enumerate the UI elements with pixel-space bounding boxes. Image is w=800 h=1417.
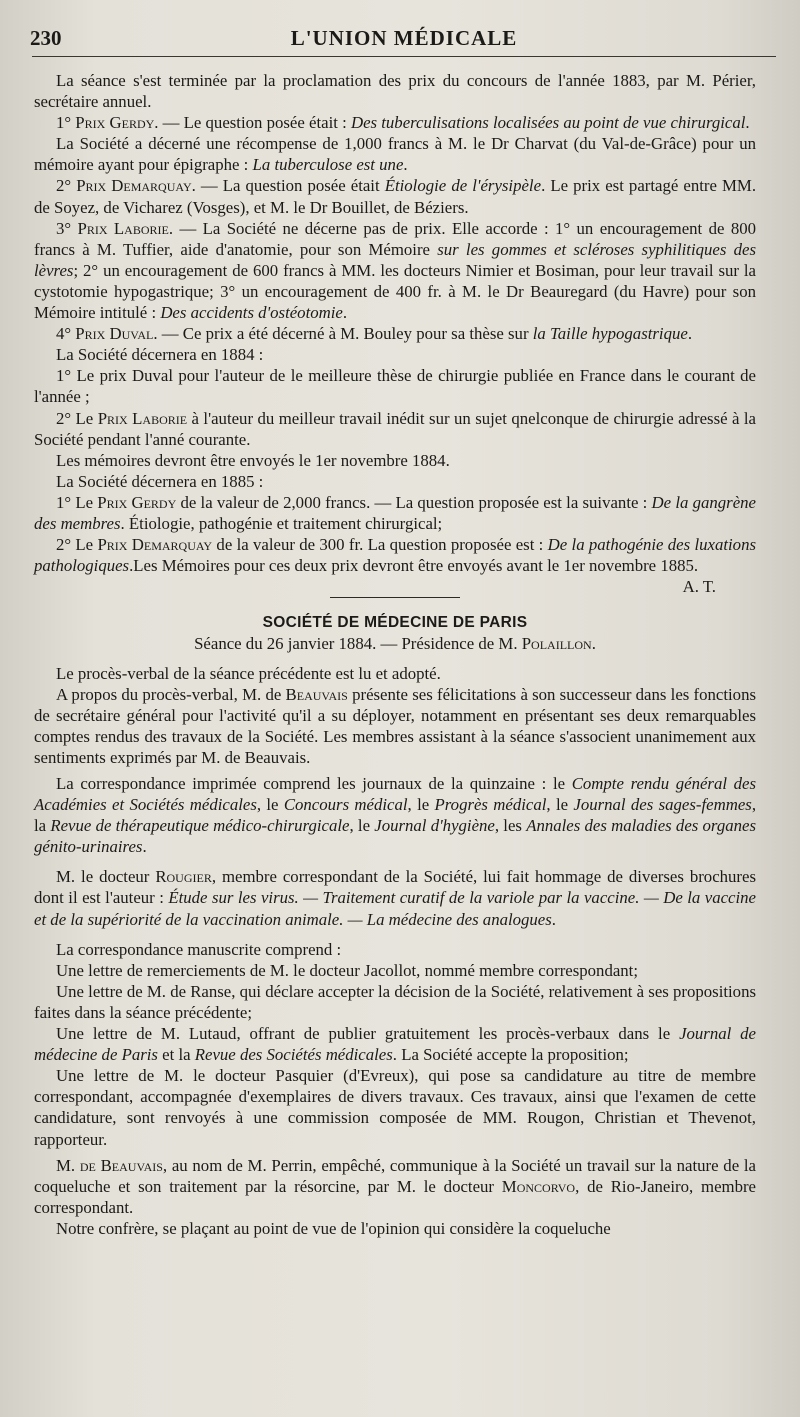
text: . — [551, 909, 556, 929]
prize-name: Prix Gerdy — [97, 492, 177, 512]
text: , au nom de M. Perrin, empêché, communique à la Société un travail sur la nature de la coqueluche et son traitement par la résorcine, par M. le docteur — [34, 1155, 756, 1196]
text: . — Ce prix a été décerné à M. Bouley pour sa thèse sur — [153, 324, 533, 344]
person-name: Rougier — [155, 867, 212, 887]
text: présente ses félicitations à son successeur dans les fonctions de secrétaire général pour l'activité qu'il a su déployer, notamment en présentant ses deux remarquables comptes rendus des travaux de la Société. Les membres assistant à la séance s'associent unanimement aux sentiments exprimés par M. de Beauvais. — [34, 684, 756, 767]
closing-paragraph — [34, 70, 756, 112]
person-name: de Beauvais — [79, 1155, 163, 1175]
prize-name: Prix Gerdy — [75, 113, 155, 133]
text: à l'auteur du meilleur travail inédit sur un sujet qnelconque de chirurgie adressé à la Société pendant l'anné courante. — [34, 408, 756, 449]
text: M. le docteur — [56, 867, 156, 887]
text: .Les Mémoires pour ces deux prix devront être envoyés avant le 1er novembre 1885. — [129, 556, 699, 576]
prize-name: Prix Demarquay — [76, 176, 192, 196]
text: 2° Le — [56, 535, 98, 555]
journal-name: Journal d'hygiène — [374, 816, 495, 836]
text: . — [591, 634, 596, 654]
text: Une lettre de M. de Ranse, qui déclare accepter la décision de la Société, relativement à ses propositions faites dans la séance précédente; — [34, 981, 756, 1022]
epigraph: La tuberculose est une — [252, 155, 404, 175]
thesis-title: la Taille hypogastrique — [532, 324, 688, 344]
question-title: Des tuberculisations localisées au point de vue chirurgical — [350, 113, 746, 133]
text: . — [403, 155, 408, 175]
beauvais-congratulations — [34, 684, 756, 768]
prizes-1884-duval — [34, 365, 756, 407]
journal-name: Concours médical — [283, 795, 408, 815]
letter-jacollot — [34, 960, 756, 981]
prize-name: Prix Laborie — [77, 218, 169, 238]
prizes-1885-gerdy — [34, 492, 756, 534]
spacer — [34, 857, 756, 866]
president-name: Polaillon — [521, 634, 592, 654]
rougier-brochures — [34, 866, 756, 929]
person-name: Moncorvo — [501, 1176, 576, 1196]
manuscript-correspondence — [34, 939, 756, 960]
text: et la — [157, 1045, 195, 1065]
author-signature: A. T. — [682, 577, 716, 597]
text: . — [342, 303, 348, 323]
text: . — La Société ne décerne pas de prix. Elle accorde : 1° un encouragement de 800 francs à M. Tuffier, aide d'anatomie, pour son Mémoire — [34, 218, 757, 259]
text: M. — [56, 1155, 80, 1175]
text: . — [687, 324, 693, 344]
prizes-1885-demarquay — [34, 534, 756, 597]
letter-ranse — [34, 981, 756, 1023]
journal-name: Compte rendu général des Académies et Sociétés médicales — [34, 774, 757, 815]
letter-lutaud — [34, 1023, 756, 1065]
journal-name: Revue des Sociétés médicales — [194, 1045, 393, 1065]
text: 4° — [56, 324, 76, 344]
prize-duval — [34, 323, 756, 344]
section-separator — [330, 597, 460, 598]
prizes-1885-intro — [34, 471, 756, 492]
journal-name: Progrès médical — [434, 795, 547, 815]
perrin-communication — [34, 1155, 756, 1218]
minutes-adopted — [34, 663, 756, 684]
text: de la valeur de 300 fr. La question proposée est : — [212, 535, 548, 555]
running-title: L'UNION MÉDICALE — [290, 26, 518, 50]
section-title: SOCIÉTÉ DE MÉDECINE DE PARIS — [262, 614, 528, 632]
text: . Le prix est partagé entre MM. de Soyez, de Vicharez (Vosges), et M. le Dr Bouillet, de Béziers. — [34, 176, 757, 217]
article-body — [34, 70, 756, 1239]
prizes-1884-laborie — [34, 408, 756, 450]
text: 1° Le prix Duval pour l'auteur de le meilleure thèse de chirurgie publiée en France dans le courant de l'année ; — [34, 366, 756, 407]
journal-name: Journal des sages-femmes — [573, 795, 752, 815]
text: . La Société accepte la proposition; — [392, 1045, 629, 1065]
page-number: 230 — [30, 26, 62, 50]
printed-correspondence — [34, 773, 756, 857]
text: , le — [407, 795, 435, 815]
prizes-1884-intro — [34, 344, 756, 365]
header-rule — [32, 56, 776, 57]
question-title: Étiologie de l'érysipèle — [384, 176, 542, 196]
prizes-1884-deadline — [34, 450, 756, 471]
text: La séance s'est terminée par la proclamation des prix du concours de l'année 1883, par M. Périer, secrétaire annuel. — [34, 71, 756, 112]
journal-name: Annales des maladies des organes génito-urinaires — [34, 816, 756, 857]
prize-demarquay — [34, 175, 756, 217]
memoir-title: Des accidents d'ostéotomie — [160, 303, 343, 323]
text: 3° — [56, 218, 78, 238]
text: 2° Le — [56, 408, 98, 428]
page-header — [30, 26, 778, 56]
text: La correspondance imprimée comprend les journaux de la quinzaine : le — [56, 774, 572, 793]
text: , les — [494, 816, 527, 836]
text: La Société a décerné une récompense de 1,000 francs à M. le Dr Charvat (du Val-de-Grâce) pour un mémoire ayant pour épigraphe : — [34, 134, 756, 175]
journal-name: Revue de thérapeutique médico-chirurgicale — [50, 816, 350, 836]
text: 2° — [56, 176, 77, 196]
question-title: De la gangrène des membres — [34, 492, 756, 533]
text: La correspondance manuscrite comprend : — [56, 939, 342, 959]
text: . — [745, 113, 750, 133]
text: , le — [256, 795, 284, 815]
prize-name: Prix Duval — [75, 324, 154, 344]
session-line — [34, 633, 756, 654]
text: , la — [34, 795, 757, 836]
text: Notre confrère, se plaçant au point de vue de l'opinion qui considère la coqueluche — [56, 1218, 611, 1238]
spacer — [34, 930, 756, 939]
text: Séance du 26 janvier 1884. — Présidence de M. — [194, 634, 522, 654]
prize-gerdy — [34, 112, 756, 133]
question-title: De la pathogénie des luxations pathologiques — [34, 535, 756, 576]
brochure-titles: Étude sur les virus. — Traitement curatif de la variole par la vaccine. — De la vaccine et de la supériorité de la vaccination animale. — La médecine des analogues — [34, 888, 756, 929]
text: Une lettre de remerciements de M. le docteur Jacollot, nommé membre correspondant; — [56, 960, 639, 980]
text: de la valeur de 2,000 francs. — La question proposée est la suivante : — [176, 492, 652, 512]
journal-name: Journal de médecine de Paris — [34, 1024, 756, 1065]
text: 1° — [56, 113, 76, 133]
text: ; 2° un encouragement de 600 francs à MM. les docteurs Nimier et Bosiman, pour leur travail sur la cystotomie hypogastrique; 3° un encouragement de 400 fr. à M. le Dr Beauregard (du Havre) pour son Mémoire intitulé : — [34, 260, 756, 323]
text: La Société décernera en 1884 : — [56, 345, 264, 365]
text: Une lettre de M. Lutaud, offrant de publier gratuitement les procès-verbaux dans le — [56, 1024, 680, 1044]
letter-pasquier — [34, 1065, 756, 1149]
text: , de Rio-Janeiro, membre correspondant. — [34, 1176, 756, 1217]
person-name: Beauvais — [285, 684, 348, 704]
text: . — Le question posée était : — [154, 113, 351, 133]
text: . — La question posée était — [191, 176, 385, 196]
text: A propos du procès-verbal, M. de — [56, 684, 286, 704]
text: . Étiologie, pathogénie et traitement chirurgical; — [120, 513, 443, 533]
text: Le procès-verbal de la séance précédente est lu et adopté. — [56, 663, 441, 683]
prize-name: Prix Demarquay — [97, 535, 213, 555]
confrere-paragraph — [34, 1218, 756, 1239]
prize-laborie — [34, 218, 756, 323]
text: , membre correspondant de la Société, lui fait hommage de diverses brochures dont il est l'auteur : — [34, 867, 756, 908]
text: Une lettre de M. le docteur Pasquier (d'Evreux), qui pose sa candidature au titre de membre correspondant, accompagnée d'exemplaires de divers travaux. Ces travaux, ainsi que l'examen de cette candidature, sont renvoyés à une commission composée de MM. Rougon, Christian et Thevenot, rapporteur. — [34, 1066, 756, 1149]
prize-gerdy-award — [34, 133, 756, 175]
text: , le — [546, 795, 574, 815]
text: 1° Le — [56, 492, 98, 512]
text: La Société décernera en 1885 : — [56, 471, 264, 491]
memoir-title: sur les gommes et scléroses syphilitiques des lèvres — [34, 239, 756, 280]
text: , le — [349, 816, 375, 836]
text: Les mémoires devront être envoyés le 1er novembre 1884. — [56, 450, 450, 470]
prize-name: Prix Laborie — [97, 408, 188, 428]
text: . — [142, 837, 147, 857]
